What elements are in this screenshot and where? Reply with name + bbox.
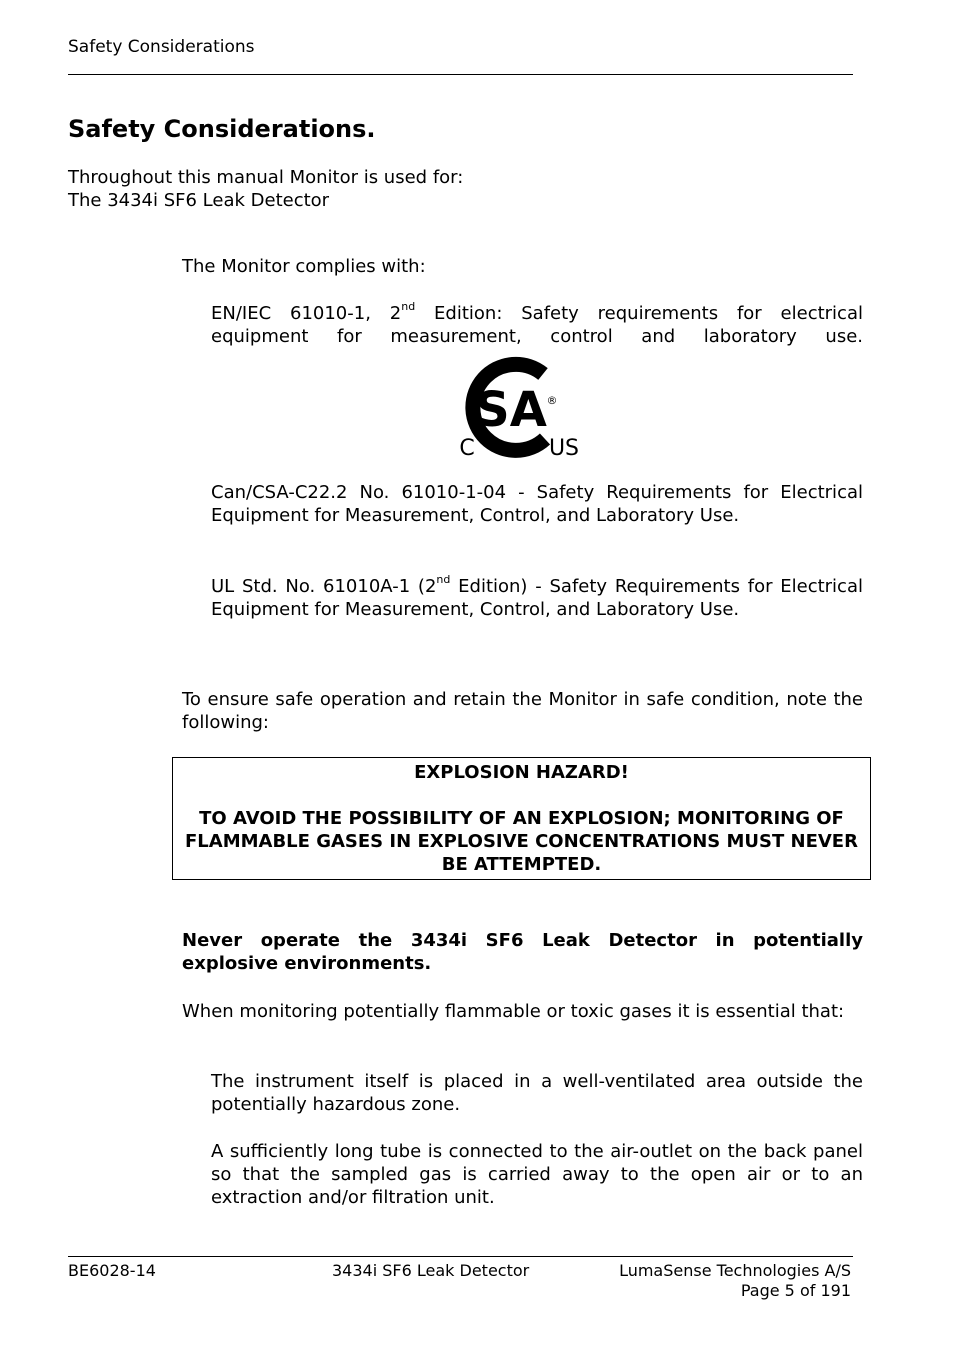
explosion-hazard-warning-box [172,757,871,880]
standard-ul: UL Std. No. 61010A-1 (2nd Edition) - Safety Requirements for Electrical Equipment for Measurement, Control, and Laboratory Use. [211,573,863,620]
registered-mark: ® [546,394,558,407]
running-header: Safety Considerations [68,37,255,57]
csa-letters: SA [475,382,547,438]
csa-logo-graphic [440,352,586,466]
intro-line-1: Throughout this manual Monitor is used for: [68,167,464,188]
csa-logo [440,352,586,466]
page-title: Safety Considerations. [68,115,376,143]
footer-page-number: Page 5 of 191 [740,1281,851,1300]
warning-body: TO AVOID THE POSSIBILITY OF AN EXPLOSION; MONITORING OF FLAMMABLE GASES IN EXPLOSIVE CONCENTRATIONS MUST NEVER BE ATTEMPTED. [185,808,858,875]
monitoring-intro: When monitoring potentially flammable or toxic gases it is essential that: [182,1001,845,1022]
intro-line-2: The 3434i SF6 Leak Detector [68,190,330,211]
footer-company: LumaSense Technologies A/S [619,1261,851,1280]
standard-can-csa: Can/CSA-C22.2 No. 61010-1-04 - Safety Requirements for Electrical Equipment for Measurement, Control, and Laboratory Use. [211,482,863,526]
requirement-1: The instrument itself is placed in a well-ventilated area outside the potentially hazardous zone. [211,1071,863,1115]
footer-product: 3434i SF6 Leak Detector [332,1261,530,1280]
csa-us-label: US [548,436,580,461]
compliance-lead: The Monitor complies with: [182,256,426,277]
header-rule [68,74,853,75]
footer-doc-number: BE6028-14 [68,1261,156,1280]
footer-rule [68,1256,853,1257]
csa-c-label: C [459,436,475,461]
safe-operation-paragraph: To ensure safe operation and retain the Monitor in safe condition, note the following: [182,689,863,733]
standard-en-iec-line1: EN/IEC 61010-1, 2nd Edition: Safety requirements for electrical equipment for measurement, control and laboratory use. [211,300,863,347]
never-operate-warning: Never operate the 3434i SF6 Leak Detector in potentially explosive environments. [182,930,863,974]
requirement-2: A sufficiently long tube is connected to the air-outlet on the back panel so that the sampled gas is carried away to the open air or to an extraction and/or filtration unit. [211,1141,863,1208]
warning-title: EXPLOSION HAZARD! [414,762,629,783]
